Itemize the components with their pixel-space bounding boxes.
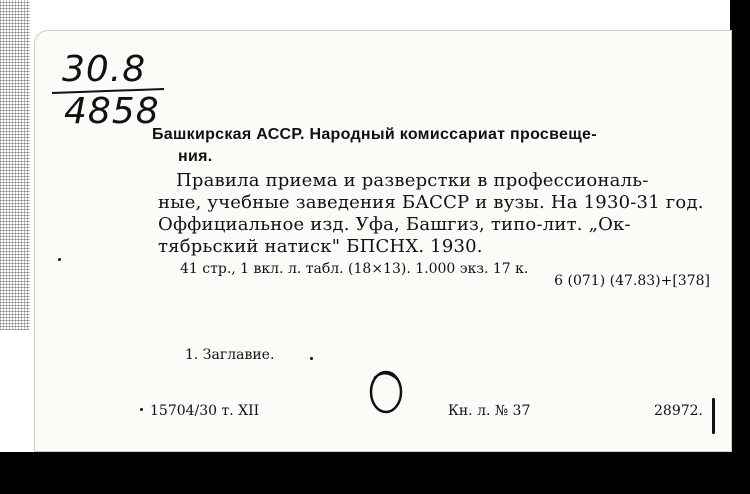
ink-mark (366, 366, 406, 416)
shelfmark-author-number: 4858 (64, 91, 160, 132)
scan-noise (0, 0, 30, 330)
scan-margin-bottom (0, 452, 750, 494)
scan-margin-right (730, 0, 750, 452)
footer-book-chamber-number: Кн. л. № 37 (448, 403, 531, 419)
shelfmark (52, 49, 170, 132)
heading-line-2: ния. (178, 148, 213, 165)
footer-registration-number: 28972. (654, 403, 703, 419)
ink-speck (58, 258, 61, 261)
ink-speck (310, 357, 313, 360)
tracing: 1. Заглавие. (185, 347, 275, 363)
heading-line-1: Башкирская АССР. Народный комиссариат просвеще- (152, 126, 597, 143)
scan-margin-top (0, 0, 750, 30)
card-description (158, 170, 716, 258)
shelfmark-classification: 30.8 (62, 49, 147, 90)
description-line-4: тябрьский натиск" БПСНХ. 1930. (158, 236, 483, 257)
card-heading (152, 124, 712, 168)
description-line-1: Правила приема и разверстки в профессиональ- (176, 170, 649, 191)
ink-mark-vertical (712, 398, 715, 434)
description-line-3: Оффициальное изд. Уфа, Башгиз, типо-лит. „Ок- (158, 214, 631, 235)
classification-code: 6 (071) (47.83)+[378] (554, 273, 710, 289)
ink-speck (140, 408, 143, 411)
footer-order-number: 15704/30 т. XII (150, 403, 260, 419)
scan-margin-left (0, 0, 36, 494)
collation: 41 стр., 1 вкл. л. табл. (18×13). 1.000 экз. 17 к. (180, 261, 529, 277)
description-line-2: ные, учебные заведения БАССР и вузы. На 1930-31 год. (158, 192, 704, 213)
